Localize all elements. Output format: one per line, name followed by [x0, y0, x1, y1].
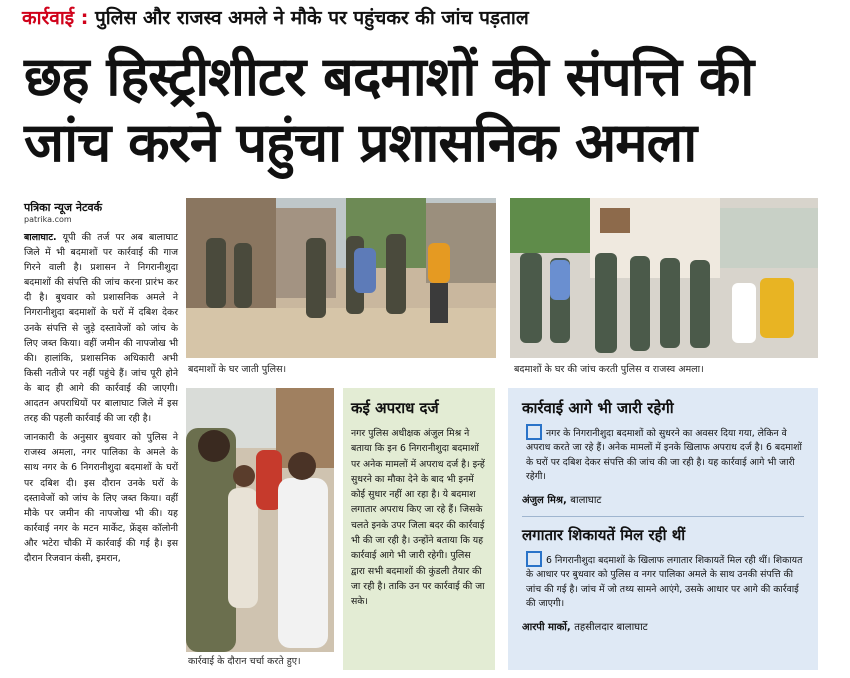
quote-2-place: तहसीलदार बालाघाट [574, 622, 648, 634]
kicker-line [22, 4, 529, 30]
photo-police-walking-image [186, 198, 496, 358]
caption-photo-1: बदमाशों के घर जाती पुलिस। [188, 364, 287, 375]
quote-2-text: 6 निगरानीशुदा बदमाशों के खिलाफ लगातार शिकायतें मिल रही थीं। शिकायत के आधार पर बुधवार को पुलिस व नगर पालिका अमले के साथ उनकी संपत्ति की जांच की गई है। जांच में जो तथ्य सामने आएंगे, उसके आधार पर आगे की कार्रवाई की जाएगी। [526, 555, 803, 610]
sidebar-crimes-text: नगर पुलिस अधीक्षक अंजुल मिश्र ने बताया कि इन 6 निगरानीशुदा बदमाशों पर अनेक मामलों में अपराध दर्ज है। इन्हें सुधरने का मौका देने के बाद भी इनमें कोई सुधार नहीं आ रहा है। ये बदमाश लगातार अपराध किए जा रहे हैं। जिसके चलते इनके उपर जिला बदर की कार्रवाई भी की जा रही है। उन्होंने बताया कि यह कार्रवाई आगे भी जारी रहेगी। पुलिस द्वारा सभी बदमाशों की कुंडली तैयार की जा रही है। ताकि उन पर कार्रवाई की जा सके। [351, 428, 485, 608]
quote-1-text: नगर के निगरानीशुदा बदमाशों को सुधरने का अवसर दिया गया, लेकिन वे अपराध करते जा रहे हैं। अनेक मामलों में इनके खिलाफ अपराध दर्ज है। 6 बदमाशों के घरों पर दबिश देकर संपत्ति की जांच की जा रही है। यह कार्रवाई आगे भी जारी रहेगी। [526, 428, 802, 482]
kicker-text: पुलिस और राजस्व अमले ने मौके पर पहुंचकर की जांच पड़ताल [94, 7, 529, 29]
dateline: बालाघाट. [24, 232, 57, 243]
quote-2-signature [522, 619, 804, 633]
photo-discussion-image [186, 388, 334, 652]
kicker-label: कार्रवाई : [22, 7, 89, 29]
sidebar-crimes-title: कई अपराध दर्ज [351, 399, 439, 417]
quote-1-body [522, 424, 804, 484]
sidebar-crimes-registered [343, 388, 495, 670]
quote-2-title: लगातार शिकायतें मिल रही थीं [522, 526, 686, 545]
divider [522, 516, 804, 517]
headline-line-2: जांच करने पहुंचा प्रशासनिक अमला [24, 111, 697, 174]
headline-line-1: छह हिस्ट्रीशीटर बदमाशों की संपत्ति की [24, 45, 754, 108]
quote-mark-icon [526, 551, 542, 567]
photo-discussion [186, 388, 334, 652]
byline: पत्रिका न्यूज नेटवर्क [24, 201, 103, 214]
quote-2-body [522, 551, 804, 611]
quote-1-signature [522, 492, 804, 506]
quote-1-place: बालाघाट [570, 495, 602, 507]
quote-2-name: आरपी मार्को, [522, 622, 571, 634]
paragraph-1: यूपी की तर्ज पर अब बालाघाट जिले में भी बदमाशों पर कार्रवाई की गाज गिरने वाली है। प्रशासन ने निगरानीशुदा बदमाशों की संपत्ति की जांच करना प्रारंभ कर दी है। बुधवार को प्रशासनिक अमले ने निगरानीशुदा बदमाशों के घरों में दबिश देकर उनके संपत्ति से जुड़े दस्तावेजों को जांच के लिए जब्त किया। वहीं जमीन की नापजोख भी की। हालांकि, प्रशासनिक अधिकारी अभी किसी नतीजे पर नहीं पहुंचे हैं। जांच पूरी होने के बाद ही आगे की कार्रवाई की जाएगी। आदतन अपराधियों पर बालाघाट जिले में इस तरह की पहली कार्रवाई की जा रही है। [24, 232, 178, 425]
quote-mark-icon [526, 424, 542, 440]
headline [24, 44, 753, 176]
quotes-box [508, 388, 818, 670]
photo-house-inspection [510, 198, 818, 358]
quote-1-name: अंजुल मिश्र, [522, 495, 567, 507]
paragraph-2: जानकारी के अनुसार बुधवार को पुलिस ने राजस्व अमला, नगर पालिका के अमले के साथ नगर के 6 निगरानीशुदा बदमाशों के घरों पर दबिश दी। इस दौरान उनके घरों के दस्तावेजों को जांच के लिए जब्त किया। वहीं मौके पर जमीन की नापजोख भी की। यह कार्रवाई नगर के मटन मार्केट, फ्रेंड्स कॉलोनी और भटेरा चौकी में कार्रवाई की गई है। इस दौरान रिजवान कंसी, इमरान, [24, 432, 178, 564]
quote-1-title: कार्रवाई आगे भी जारी रहेगी [522, 399, 674, 417]
caption-photo-3: कार्रवाई के दौरान चर्चा करते हुए। [188, 656, 301, 667]
photo-police-walking [186, 198, 496, 358]
photo-house-inspection-image [510, 198, 818, 358]
article-body [24, 230, 178, 566]
caption-photo-2: बदमाशों के घर की जांच करती पुलिस व राजस्व अमला। [514, 364, 704, 375]
left-article-column [24, 200, 178, 570]
site-url: patrika.com [24, 215, 72, 224]
